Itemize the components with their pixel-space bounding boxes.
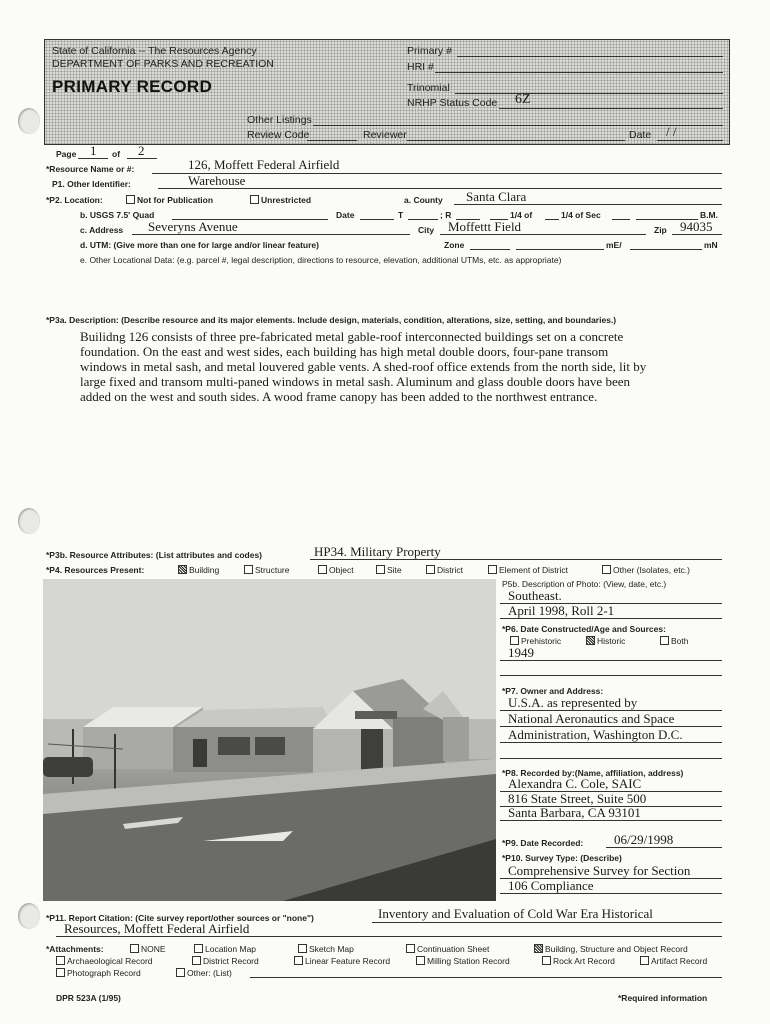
attach-linear-feature-checkbox[interactable] (294, 956, 390, 966)
p8-line-1: Alexandra C. Cole, SAIC (508, 776, 642, 791)
binder-hole-bottom (18, 903, 40, 929)
zip-label: Zip (654, 225, 667, 235)
attach-district-record-label: District Record (203, 956, 259, 966)
p10-line-2: 106 Compliance (508, 878, 594, 893)
attach-continuation-checkbox[interactable] (406, 944, 489, 954)
attach-artifact-label: Artifact Record (651, 956, 708, 966)
p1-label: P1. Other Identifier: (52, 179, 131, 189)
structure-label: Structure (255, 565, 290, 575)
address-value: Severyns Avenue (148, 219, 238, 234)
utm-label: d. UTM: (Give more than one for large and/or linear feature) (80, 240, 319, 250)
review-code-field[interactable] (307, 140, 357, 141)
binder-hole-middle (18, 508, 40, 534)
primary-label: Primary # (407, 45, 452, 57)
description-line: large fixed and transom multi-paned windows in metal sash. Aluminum and glass double doors have been (80, 374, 630, 389)
easting-label: mE/ (606, 240, 622, 250)
page-label: Page (56, 149, 77, 159)
p11-line-2: Resources, Moffett Federal Airfield (64, 921, 250, 936)
quarter2-field[interactable] (545, 219, 559, 220)
nrhp-label: NRHP Status Code (407, 97, 498, 109)
site-checkbox[interactable] (376, 565, 402, 575)
warehouse-photo-drawing (43, 579, 496, 901)
attach-rock-art-label: Rock Art Record (553, 956, 615, 966)
required-note: *Required information (618, 993, 708, 1003)
other-locational-label: e. Other Locational Data: (e.g. parcel #, legal description, directions to resource, elevation, additional UTMs, etc. as appropriate) (80, 255, 562, 265)
p8-line-3: Santa Barbara, CA 93101 (508, 805, 641, 820)
district-label: District (437, 565, 463, 575)
district-checkbox[interactable] (426, 565, 463, 575)
element-of-district-label: Element of District (499, 565, 568, 575)
hri-field[interactable] (435, 72, 723, 73)
usgs-date-label: Date (336, 210, 355, 220)
p11-field-1[interactable] (372, 922, 722, 923)
page-total: 2 (138, 143, 145, 158)
form-title: PRIMARY RECORD (52, 77, 213, 96)
attach-other-checkbox[interactable] (176, 968, 232, 978)
review-code-label: Review Code (247, 129, 310, 141)
attach-artifact-checkbox[interactable] (640, 956, 707, 966)
attach-building-record-label: Building, Structure and Object Record (545, 944, 688, 954)
attach-milling-station-checkbox[interactable] (416, 956, 510, 966)
attach-other-field[interactable] (250, 977, 722, 978)
quarter2-label: 1/4 of Sec (561, 210, 601, 220)
attach-other-label: Other: (List) (187, 968, 232, 978)
attach-rock-art-checkbox[interactable] (542, 956, 615, 966)
not-for-publication-label: Not for Publication (137, 195, 214, 205)
description-line: Builidng 126 consists of three pre-fabricated metal gable-roof interconnected buildings set on a concrete (80, 329, 624, 344)
form-id: DPR 523A (1/95) (56, 993, 121, 1003)
attach-archaeological-checkbox[interactable] (56, 956, 153, 966)
p7-field-3[interactable] (500, 742, 722, 743)
county-value: Santa Clara (466, 189, 527, 204)
not-for-publication-checkbox[interactable] (126, 195, 213, 205)
township-label: T (398, 210, 404, 220)
binder-hole-top (18, 108, 40, 134)
p5b-label: P5b. Description of Photo: (View, date, etc.) (502, 579, 667, 589)
usgs-quad-label: b. USGS 7.5' Quad (80, 210, 155, 220)
unrestricted-label: Unrestricted (261, 195, 312, 205)
p3b-label: *P3b. Resource Attributes: (List attributes and codes) (46, 550, 262, 560)
attachments-label: *Attachments: (46, 944, 104, 954)
attach-photograph-checkbox[interactable] (56, 968, 141, 978)
site-label: Site (387, 565, 402, 575)
attach-sketch-map-label: Sketch Map (309, 944, 354, 954)
township-field[interactable] (408, 219, 438, 220)
usgs-date-field[interactable] (360, 219, 394, 220)
p3a-description (80, 329, 646, 404)
attach-continuation-label: Continuation Sheet (417, 944, 490, 954)
zone-label: Zone (444, 240, 465, 250)
p6-field-1[interactable] (500, 660, 722, 661)
object-checkbox[interactable] (318, 565, 354, 575)
nrhp-value: 6Z (515, 92, 531, 107)
attach-location-map-checkbox[interactable] (194, 944, 256, 954)
reviewer-label: Reviewer (363, 129, 407, 141)
trinomial-field[interactable] (455, 93, 723, 94)
p5b-line-1: Southeast. (508, 588, 562, 603)
p3a-label: *P3a. Description: (Describe resource and its major elements. Include design, materials, condition, alterations, size, setting, and boundaries.) (46, 315, 617, 325)
resource-name-value: 126, Moffett Federal Airfield (188, 157, 340, 172)
historic-checkbox[interactable] (586, 636, 625, 646)
p9-value: 06/29/1998 (614, 832, 674, 847)
bm-label: B.M. (700, 210, 718, 220)
p8-label: *P8. Recorded by:(Name, affiliation, address) (502, 768, 684, 778)
p1-value: Warehouse (188, 173, 246, 188)
p7-line-1: U.S.A. as represented by (508, 695, 638, 710)
address-field[interactable] (132, 234, 410, 235)
p10-label: *P10. Survey Type: (Describe) (502, 853, 622, 863)
other-listings-label: Other Listings (247, 114, 312, 126)
attach-photograph-label: Photograph Record (67, 968, 141, 978)
page-of-label: of (112, 149, 121, 159)
p7-line-2: National Aeronautics and Space (508, 711, 675, 726)
prehistoric-label: Prehistoric (521, 636, 562, 646)
date-label: Date (629, 129, 652, 141)
p9-label: *P9. Date Recorded: (502, 838, 584, 848)
building-label: Building (189, 565, 220, 575)
p10-line-1: Comprehensive Survey for Section (508, 863, 691, 878)
trinomial-label: Trinomial (407, 82, 450, 94)
p7-line-3: Administration, Washington D.C. (508, 727, 683, 742)
primary-field[interactable] (457, 56, 723, 57)
attach-none-checkbox[interactable] (130, 944, 166, 954)
p6-label: *P6. Date Constructed/Age and Sources: (502, 624, 666, 634)
review-date-value: / / (666, 124, 677, 139)
city-label: City (418, 225, 435, 235)
unrestricted-checkbox[interactable] (250, 195, 311, 205)
review-date-field[interactable] (657, 140, 723, 141)
attach-district-record-checkbox[interactable] (192, 956, 259, 966)
department-name: DEPARTMENT OF PARKS AND RECREATION (52, 58, 274, 70)
zip-field[interactable] (672, 234, 722, 235)
p8-field-3[interactable] (500, 820, 722, 821)
page-current-line (78, 158, 108, 159)
attach-linear-feature-label: Linear Feature Record (305, 956, 391, 966)
building-checkbox[interactable] (178, 565, 219, 575)
both-checkbox[interactable] (660, 636, 689, 646)
p4-label: *P4. Resources Present: (46, 565, 145, 575)
agency-header-box (44, 39, 730, 145)
zone-field[interactable] (470, 249, 510, 250)
reviewer-field[interactable] (407, 140, 625, 141)
other-listings-field[interactable] (313, 125, 723, 126)
p11-label: *P11. Report Citation: (Cite survey report/other sources or "none") (46, 913, 314, 923)
section-field[interactable] (612, 219, 630, 220)
both-label: Both (671, 636, 689, 646)
p6-field-2[interactable] (500, 675, 722, 676)
p3b-field[interactable] (310, 559, 722, 560)
other-resource-checkbox[interactable] (602, 565, 690, 575)
attach-none-label: NONE (141, 944, 166, 954)
p11-field-2[interactable] (56, 936, 722, 937)
range-label: ; R (440, 210, 452, 220)
zip-value: 94035 (680, 219, 713, 234)
easting-field[interactable] (516, 249, 604, 250)
structure-checkbox[interactable] (244, 565, 290, 575)
hri-label: HRI # (407, 61, 434, 73)
p9-field[interactable] (606, 847, 722, 848)
p1-field[interactable] (158, 188, 722, 189)
northing-field[interactable] (630, 249, 702, 250)
object-label: Object (329, 565, 354, 575)
description-line: added on the west and south sides. A wood frame canopy has been added to the northwest entrance. (80, 389, 598, 404)
attach-building-record-checkbox[interactable] (534, 944, 688, 954)
address-label: c. Address (80, 225, 124, 235)
p8-line-2: 816 State Street, Suite 500 (508, 791, 647, 806)
p11-line-1: Inventory and Evaluation of Cold War Era Historical (378, 906, 653, 921)
attach-location-map-label: Location Map (205, 944, 257, 954)
description-line: foundation. On the east and west sides, each building has high metal double doors, four-pane transom (80, 344, 609, 359)
county-field[interactable] (454, 204, 722, 205)
p6-value: 1949 (508, 645, 534, 660)
p5b-field-2[interactable] (500, 618, 722, 619)
city-value: Moffettt Field (448, 219, 522, 234)
resource-name-label: *Resource Name or #: (46, 164, 135, 174)
attach-sketch-map-checkbox[interactable] (298, 944, 354, 954)
p3b-value: HP34. Military Property (314, 544, 441, 559)
northing-label: mN (704, 240, 718, 250)
quarter1-label: 1/4 of (510, 210, 533, 220)
p2-label: *P2. Location: (46, 195, 103, 205)
historic-label: Historic (597, 636, 626, 646)
element-of-district-checkbox[interactable] (488, 565, 568, 575)
other-resource-label: Other (Isolates, etc.) (613, 565, 690, 575)
page-total-line (127, 158, 157, 159)
nrhp-field[interactable] (499, 108, 723, 109)
attach-archaeological-label: Archaeological Record (67, 956, 153, 966)
p5b-line-2: April 1998, Roll 2-1 (508, 603, 615, 618)
city-field[interactable] (440, 234, 646, 235)
description-line: windows in metal sash, and metal louvered gable vents. A shed-roof office extends from the north side, lit by (80, 359, 647, 374)
agency-name: State of California -- The Resources Agency (52, 45, 257, 57)
p7-field-4[interactable] (500, 758, 722, 759)
p10-field-2[interactable] (500, 893, 722, 894)
resource-photo (43, 579, 496, 901)
attach-milling-station-label: Milling Station Record (427, 956, 510, 966)
page-current: 1 (90, 143, 97, 158)
county-label: a. County (404, 195, 443, 205)
p7-label: *P7. Owner and Address: (502, 686, 604, 696)
